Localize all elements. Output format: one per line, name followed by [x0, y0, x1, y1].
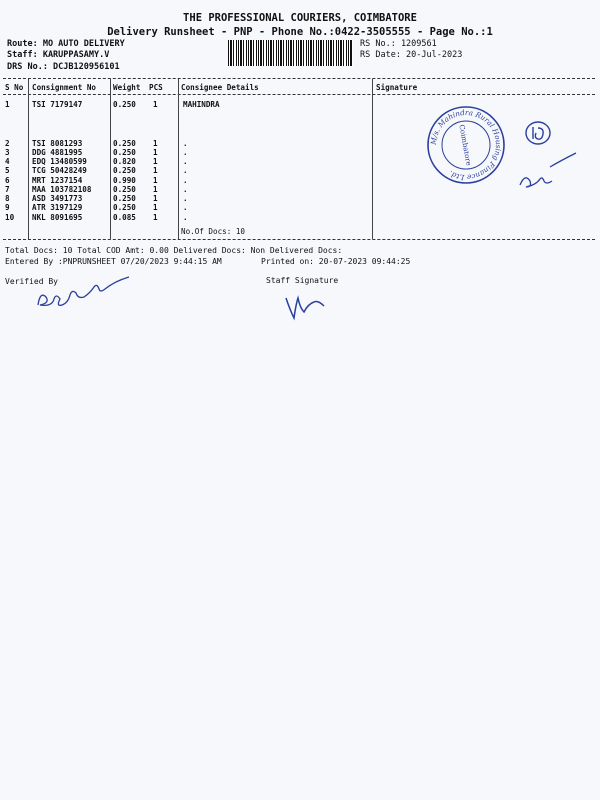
col-weight: Weight: [113, 83, 141, 92]
col-consignment: Consignment No: [32, 83, 97, 92]
totals-line: Total Docs: 10 Total COD Amt: 0.00 Delivered Docs: Non Delivered Docs:: [5, 246, 343, 255]
col-pcs: PCS: [149, 83, 163, 92]
col-divider: [372, 79, 373, 239]
row-consignment: TSI 8081293: [32, 139, 83, 148]
row-consignee: .: [183, 157, 188, 166]
row-sno: 4: [5, 157, 10, 166]
col-sno: S No: [5, 83, 24, 92]
row-sno: 5: [5, 166, 10, 175]
row-consignment: MRT 1237154: [32, 176, 83, 185]
row-weight: 0.990: [113, 176, 136, 185]
verified-by-label: Verified By: [5, 277, 58, 286]
row-consignment: MAA 103782108: [32, 185, 92, 194]
row-consignment: EDQ 13480599: [32, 157, 87, 166]
row-pcs: 1: [153, 176, 158, 185]
drs-number: DRS No.: DCJB120956101: [7, 62, 120, 72]
row-consignee: .: [183, 194, 188, 203]
row-weight: 0.250: [113, 166, 136, 175]
table-bottom-rule: [3, 239, 595, 240]
row-consignment: ATR 3197129: [32, 203, 83, 212]
company-stamp: [425, 104, 507, 186]
row-pcs: 1: [153, 166, 158, 175]
stamp-center-text: Coimbatore: [457, 123, 473, 167]
row-pcs: 1: [153, 139, 158, 148]
staff-label: Staff: KARUPPASAMY.V: [7, 50, 110, 60]
col-consignee: Consignee Details: [181, 83, 259, 92]
row-sno: 3: [5, 148, 10, 157]
row-pcs: 1: [153, 185, 158, 194]
row-sno: 9: [5, 203, 10, 212]
row-consignment: ASD 3491773: [32, 194, 83, 203]
row-consignee: .: [183, 185, 188, 194]
col-signature: Signature: [376, 83, 418, 92]
row-consignee: .: [183, 148, 188, 157]
row-consignment: TCG 50428249: [32, 166, 87, 175]
delivery-signature: [500, 115, 585, 205]
row-sno: 7: [5, 185, 10, 194]
stamp-ring-text: M/s. Mahindra Rural Housing Finance Ltd.: [428, 107, 504, 183]
row-consignee: .: [183, 203, 188, 212]
row-weight: 0.250: [113, 185, 136, 194]
row-weight: 0.250: [113, 100, 136, 109]
row-sno: 6: [5, 176, 10, 185]
table-top-rule: [3, 78, 595, 79]
row-sno: 10: [5, 213, 15, 222]
header-rule: [3, 94, 595, 95]
route-label: Route: MO AUTO DELIVERY: [7, 39, 125, 49]
col-divider: [110, 79, 111, 239]
row-weight: 0.085: [113, 213, 136, 222]
runsheet-subtitle: Delivery Runsheet - PNP - Phone No.:0422-3505555 - Page No.:1: [107, 26, 493, 38]
entered-by: Entered By :PNPRUNSHEET 07/20/2023 9:44:15 AM: [5, 257, 222, 266]
row-weight: 0.250: [113, 203, 136, 212]
row-consignment: TSI 7179147: [32, 100, 83, 109]
row-consignment: DDG 4881995: [32, 148, 83, 157]
col-divider: [28, 79, 29, 239]
col-divider: [178, 79, 179, 239]
row-pcs: 1: [153, 100, 158, 109]
row-weight: 0.250: [113, 148, 136, 157]
row-pcs: 1: [153, 194, 158, 203]
rs-date: RS Date: 20-Jul-2023: [360, 50, 463, 60]
staff-signature-label: Staff Signature: [266, 276, 339, 285]
row-consignee: MAHINDRA: [183, 100, 220, 109]
no-of-docs: No.Of Docs: 10: [181, 227, 246, 236]
staff-signature: [282, 288, 332, 322]
row-consignee: .: [183, 139, 188, 148]
barcode: [228, 40, 353, 66]
row-sno: 1: [5, 100, 10, 109]
row-consignee: .: [183, 166, 188, 175]
row-sno: 8: [5, 194, 10, 203]
row-pcs: 1: [153, 157, 158, 166]
rs-number: RS No.: 1209561: [360, 39, 437, 49]
verified-by-signature: [30, 275, 140, 315]
row-consignee: .: [183, 176, 188, 185]
company-name: THE PROFESSIONAL COURIERS, COIMBATORE: [183, 12, 417, 24]
row-pcs: 1: [153, 203, 158, 212]
row-sno: 2: [5, 139, 10, 148]
row-weight: 0.250: [113, 194, 136, 203]
printed-on: Printed on: 20-07-2023 09:44:25: [261, 257, 411, 266]
row-weight: 0.820: [113, 157, 136, 166]
row-consignment: NKL 8091695: [32, 213, 83, 222]
row-pcs: 1: [153, 148, 158, 157]
row-consignee: .: [183, 213, 188, 222]
row-weight: 0.250: [113, 139, 136, 148]
row-pcs: 1: [153, 213, 158, 222]
